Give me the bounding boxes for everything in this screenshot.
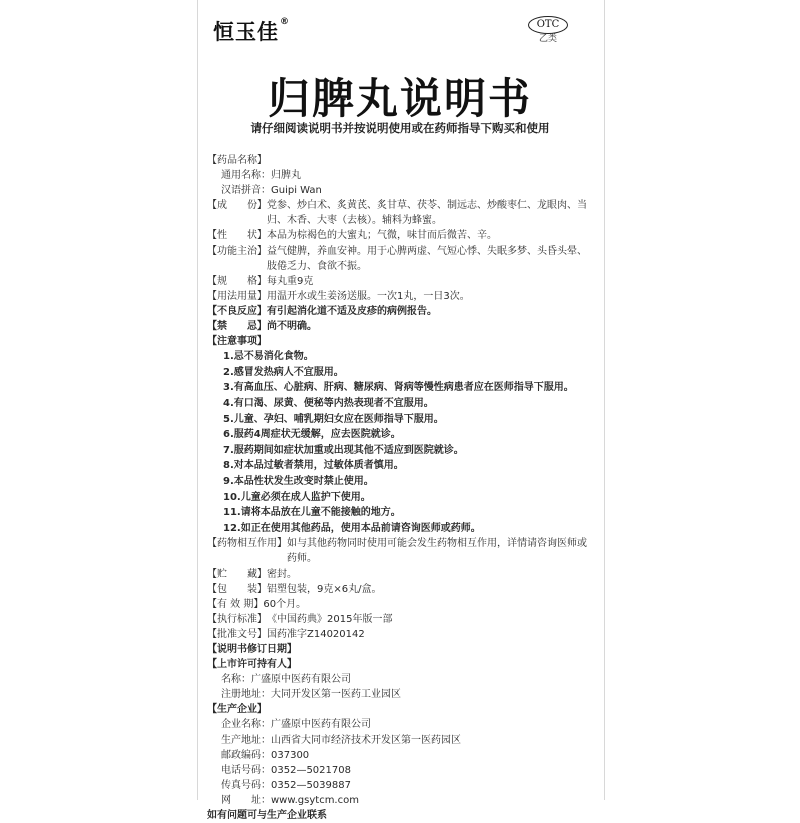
- footer-contact-note: 如有问题可与生产企业联系: [207, 810, 327, 822]
- postcode-row: [207, 748, 587, 763]
- generic-name-row: [207, 168, 587, 183]
- package-label: 【包 装】: [207, 583, 267, 595]
- usage-row: [207, 289, 587, 304]
- manufacturer-header: 【生产企业】: [207, 704, 267, 716]
- production-address-row: [207, 733, 587, 748]
- precaution-item: [207, 396, 587, 412]
- precaution-item: [207, 443, 587, 459]
- precaution-text: 12.如正在使用其他药品，使用本品前请咨询医师或药师。: [223, 522, 481, 534]
- precaution-item: [207, 365, 587, 381]
- description-value: 本品为棕褐色的大蜜丸；气微，味甘而后微苦、辛。: [267, 230, 497, 242]
- postcode-value: 037300: [271, 749, 310, 761]
- indications-value: 益气健脾，养血安神。用于心脾两虚、气短心悸、失眠多梦、头昏头晕、肢倦乏力、食欲不振。: [267, 245, 587, 272]
- fax-value: 0352—5039887: [271, 779, 351, 791]
- phone-row: [207, 763, 587, 778]
- generic-name-value: 归脾丸: [271, 170, 301, 182]
- precautions-list: [207, 349, 587, 536]
- fax-label: 传真号码：: [221, 779, 271, 791]
- specification-value: 每丸重9克: [267, 275, 314, 287]
- precaution-item: [207, 458, 587, 474]
- precaution-text: 9.本品性状发生改变时禁止使用。: [223, 475, 374, 487]
- precaution-text: 2.感冒发热病人不宜服用。: [223, 366, 344, 378]
- precaution-text: 4.有口渴、尿黄、便秘等内热表现者不宜服用。: [223, 398, 434, 409]
- holder-name-value: 广盛原中医药有限公司: [251, 674, 351, 686]
- precaution-text: 6.服药4周症状无缓解，应去医院就诊。: [223, 429, 401, 441]
- otc-class: 乙类: [538, 34, 557, 44]
- approval-row: [207, 627, 587, 642]
- precaution-item: [207, 474, 587, 490]
- approval-label: 【批准文号】: [207, 628, 267, 640]
- precaution-text: 3.有高血压、心脏病、肝病、糖尿病、肾病等慢性病患者应在医师指导下服用。: [223, 382, 574, 394]
- license-holder-header: 【上市许可持有人】: [207, 659, 297, 671]
- fax-row: [207, 778, 587, 793]
- validity-row: [207, 597, 587, 612]
- pinyin-label: 汉语拼音：: [221, 185, 271, 197]
- document-title: 归脾丸说明书: [267, 74, 532, 123]
- company-label: 企业名称：: [221, 719, 271, 731]
- usage-label: 【用法用量】: [207, 290, 267, 302]
- contraindications-value: 尚不明确。: [267, 321, 317, 333]
- indications-row: [207, 244, 587, 274]
- precaution-item: [207, 349, 587, 365]
- precaution-item: [207, 505, 587, 521]
- precaution-item: [207, 521, 587, 537]
- postcode-label: 邮政编码：: [221, 749, 271, 761]
- adverse-row: [207, 304, 587, 319]
- approval-value: 国药准字Z14020142: [267, 628, 365, 640]
- company-row: [207, 717, 587, 732]
- precaution-text: 5.儿童、孕妇、哺乳期妇女应在医师指导下服用。: [223, 413, 444, 425]
- holder-address-row: [207, 687, 587, 702]
- adverse-label: 【不良反应】: [207, 305, 267, 317]
- phone-label: 电话号码：: [221, 764, 271, 776]
- website-row: [207, 793, 587, 808]
- precaution-item: [207, 380, 587, 396]
- ingredients-value: 党参、炒白术、炙黄芪、炙甘草、茯苓、制远志、炒酸枣仁、龙眼肉、当归、木香、大枣（去核）。辅料为蜂蜜。: [267, 200, 587, 227]
- otc-label: OTC: [528, 16, 568, 34]
- registered-mark: ®: [280, 17, 290, 27]
- website-label: 网 址：: [221, 794, 271, 806]
- standard-label: 【执行标准】: [207, 613, 267, 625]
- document-subtitle: 请仔细阅读说明书并按说明使用或在药师指导下购买和使用: [250, 121, 550, 135]
- standard-row: [207, 612, 587, 627]
- precaution-text: 7.服药期间如症状加重或出现其他不适应到医院就诊。: [223, 444, 464, 456]
- holder-name-label: 名称：: [221, 674, 251, 686]
- interactions-row: [207, 536, 587, 566]
- generic-name-label: 通用名称：: [221, 170, 271, 182]
- holder-name-row: [207, 672, 587, 687]
- revision-date-header: 【说明书修订日期】: [207, 644, 297, 655]
- brand-logo: [213, 16, 290, 46]
- storage-row: [207, 567, 587, 582]
- storage-value: 密封。: [267, 568, 297, 580]
- drug-name-header: 【药品名称】: [207, 155, 267, 166]
- standard-value: 《中国药典》2015年版一部: [267, 613, 393, 625]
- indications-label: 【功能主治】: [207, 245, 267, 257]
- production-address-value: 山西省大同市经济技术开发区第一医药园区: [271, 734, 461, 746]
- holder-address-label: 注册地址：: [221, 689, 271, 701]
- holder-address-value: 大同开发区第一医药工业园区: [271, 689, 401, 701]
- precaution-item: [207, 412, 587, 428]
- contraindications-label: 【禁 忌】: [207, 321, 267, 333]
- validity-value: 60个月。: [263, 598, 307, 610]
- specification-label: 【规 格】: [207, 275, 267, 287]
- contraindications-row: [207, 319, 587, 334]
- package-value: 铝塑包装，9克×6丸/盒。: [267, 583, 382, 595]
- phone-value: 0352—5021708: [271, 764, 351, 776]
- interactions-label: 【药物相互作用】: [207, 538, 287, 550]
- usage-value: 用温开水或生姜汤送服。一次1丸，一日3次。: [267, 290, 470, 302]
- ingredients-row: [207, 198, 587, 228]
- precaution-text: 11.请将本品放在儿童不能接触的地方。: [223, 507, 401, 519]
- precaution-text: 8.对本品过敏者禁用，过敏体质者慎用。: [223, 460, 404, 472]
- leaflet-body: [207, 153, 587, 823]
- ingredients-label: 【成 份】: [207, 200, 267, 212]
- pinyin-row: [207, 183, 587, 198]
- validity-label: 【有 效 期】: [207, 598, 264, 610]
- package-row: [207, 582, 587, 597]
- production-address-label: 生产地址：: [221, 734, 271, 746]
- precaution-text: 1.忌不易消化食物。: [223, 351, 314, 363]
- brand-name: 恒玉佳: [213, 20, 279, 44]
- adverse-value: 有引起消化道不适及皮疹的病例报告。: [267, 305, 437, 317]
- description-row: [207, 228, 587, 243]
- storage-label: 【贮 藏】: [207, 568, 267, 580]
- precaution-item: [207, 427, 587, 443]
- pinyin-value: Guipi Wan: [271, 185, 322, 197]
- specification-row: [207, 274, 587, 289]
- description-label: 【性 状】: [207, 230, 267, 242]
- precaution-item: [207, 490, 587, 506]
- company-value: 广盛原中医药有限公司: [271, 719, 371, 731]
- interactions-value: 如与其他药物同时使用可能会发生药物相互作用，详情请咨询医师或药师。: [287, 538, 587, 565]
- precaution-text: 10.儿童必须在成人监护下使用。: [223, 491, 371, 503]
- otc-badge: [528, 16, 568, 42]
- precautions-header: 【注意事项】: [207, 336, 267, 348]
- website-value: www.gsytcm.com: [271, 794, 359, 806]
